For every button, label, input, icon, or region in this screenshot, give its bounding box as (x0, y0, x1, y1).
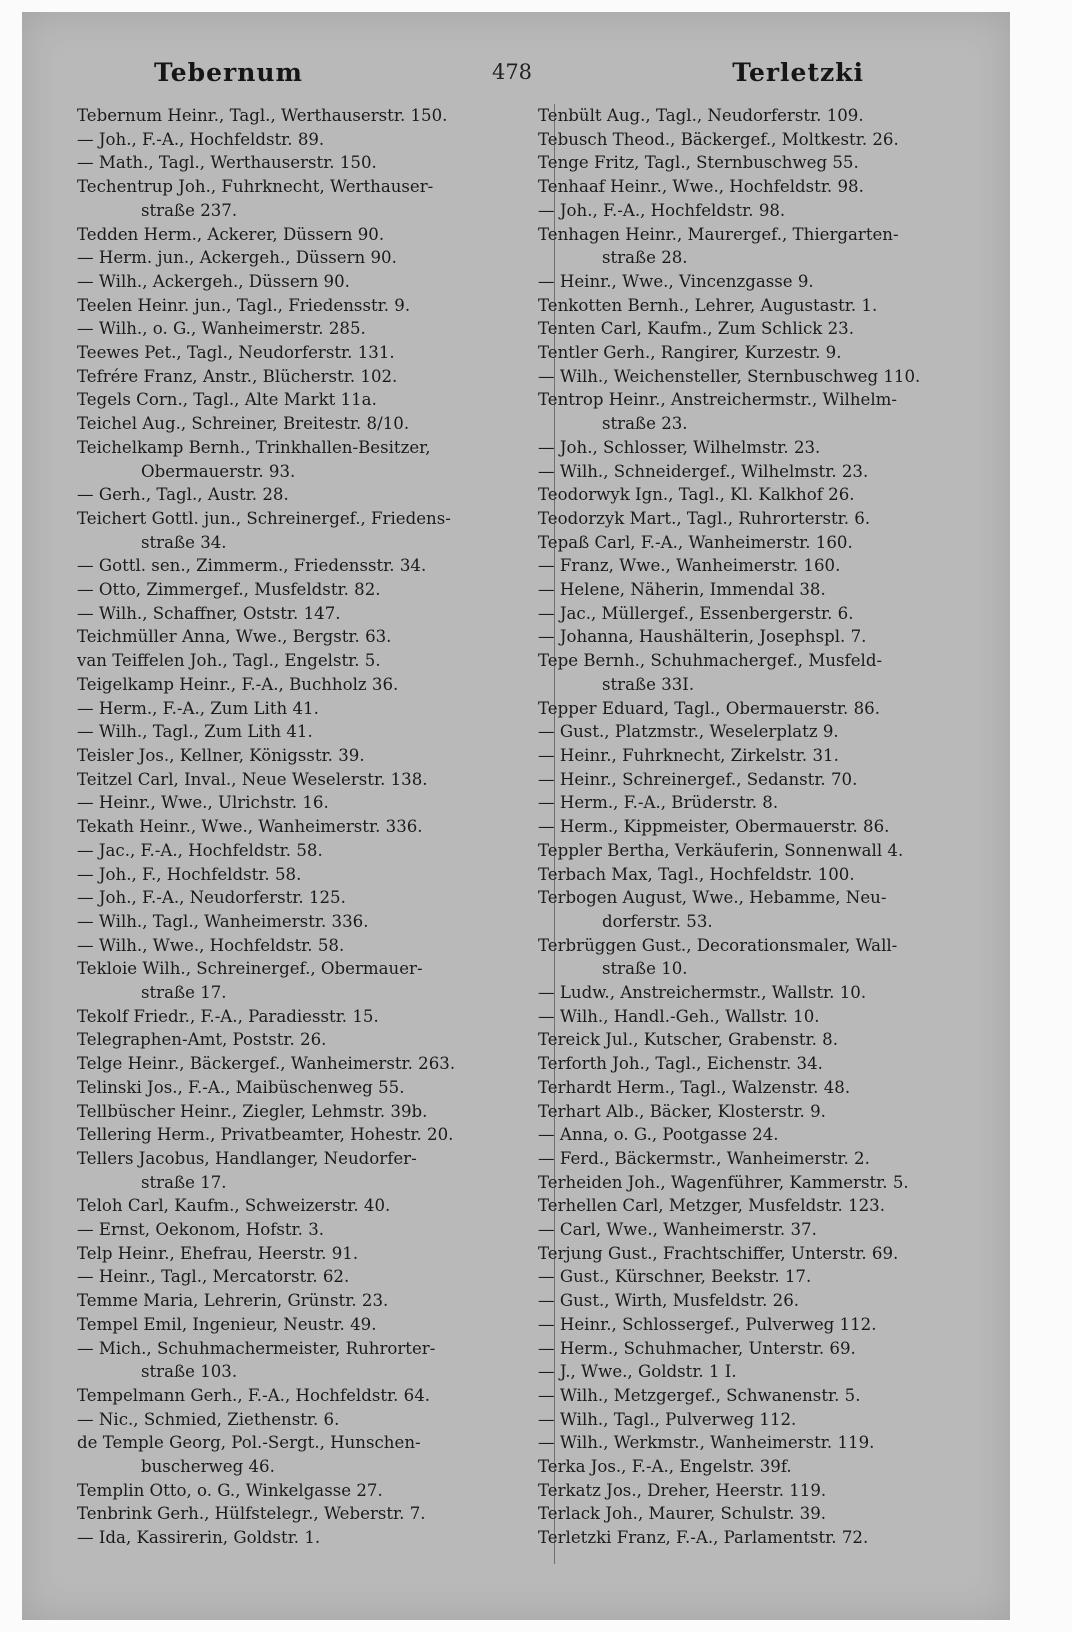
directory-entry: Tenten Carl, Kaufm., Zum Schlick 23. (538, 319, 854, 339)
directory-entry: Teitzel Carl, Inval., Neue Weselerstr. 138. (77, 769, 428, 789)
directory-entry: Teodorwyk Ign., Tagl., Kl. Kalkhof 26. (538, 485, 855, 505)
directory-entry: Teisler Jos., Kellner, Königsstr. 39. (77, 745, 365, 765)
directory-entry: Tegels Corn., Tagl., Alte Markt 11a. (77, 390, 377, 410)
directory-entry: van Teiffelen Joh., Tagl., Engelstr. 5. (77, 651, 381, 671)
directory-entry: Terhart Alb., Bäcker, Klosterstr. 9. (538, 1101, 826, 1121)
directory-entry: Tepe Bernh., Schuhmachergef., Musfeld- (538, 651, 883, 671)
directory-entry: Terka Jos., F.-A., Engelstr. 39f. (538, 1457, 792, 1477)
directory-entry: Terforth Joh., Tagl., Eichenstr. 34. (538, 1054, 823, 1074)
directory-entry: — Wilh., Tagl., Pulverweg 112. (538, 1409, 797, 1429)
directory-entry: — Ernst, Oekonom, Hofstr. 3. (77, 1220, 325, 1240)
directory-entry: — Joh., F.-A., Hochfeldstr. 98. (538, 200, 786, 220)
directory-entry: Telegraphen-Amt, Poststr. 26. (77, 1030, 327, 1050)
directory-entry: — Wilh., Tagl., Zum Lith 41. (77, 722, 313, 742)
entry-continuation: straße 237. (141, 200, 238, 220)
directory-entry: — Anna, o. G., Pootgasse 24. (538, 1125, 779, 1145)
directory-entry: Tekath Heinr., Wwe., Wanheimerstr. 336. (77, 817, 423, 837)
directory-entry: Tentrop Heinr., Anstreichermstr., Wilhelm- (538, 390, 898, 410)
directory-entry: Tellbüscher Heinr., Ziegler, Lehmstr. 39b. (77, 1101, 428, 1121)
directory-entry: Tempel Emil, Ingenieur, Neustr. 49. (77, 1314, 377, 1334)
directory-entry: Tenbrink Gerh., Hülfstelegr., Weberstr. 7. (77, 1504, 426, 1524)
directory-entry: Tellering Herm., Privatbeamter, Hohestr. 20. (77, 1125, 454, 1145)
directory-entry: — J., Wwe., Goldstr. 1 I. (538, 1362, 737, 1382)
directory-entry: Terbogen August, Wwe., Hebamme, Neu- (538, 888, 887, 908)
directory-entry: — Ludw., Anstreichermstr., Wallstr. 10. (538, 983, 867, 1003)
directory-entry: Terhellen Carl, Metzger, Musfeldstr. 123. (538, 1196, 886, 1216)
entry-continuation: buscherweg 46. (141, 1457, 275, 1477)
directory-entry: — Ida, Kassirerin, Goldstr. 1. (77, 1528, 321, 1548)
directory-entry: — Herm., F.-A., Brüderstr. 8. (538, 793, 779, 813)
entry-continuation: straße 33I. (602, 674, 695, 694)
right-column (538, 104, 970, 1550)
directory-entry: — Carl, Wwe., Wanheimerstr. 37. (538, 1220, 817, 1240)
directory-entry: Tentler Gerh., Rangirer, Kurzestr. 9. (538, 343, 842, 363)
directory-entry: Techentrup Joh., Fuhrknecht, Werthauser- (77, 177, 434, 197)
header-right-word: Terletzki (732, 58, 864, 87)
directory-entry: — Gust., Wirth, Musfeldstr. 26. (538, 1291, 800, 1311)
directory-entry: — Franz, Wwe., Wanheimerstr. 160. (538, 556, 841, 576)
directory-entry: Tenhaaf Heinr., Wwe., Hochfeldstr. 98. (538, 177, 864, 197)
directory-entry: Tebernum Heinr., Tagl., Werthauserstr. 150. (77, 106, 448, 125)
directory-entry: Teloh Carl, Kaufm., Schweizerstr. 40. (77, 1196, 391, 1216)
directory-entry: — Wilh., o. G., Wanheimerstr. 285. (77, 319, 366, 339)
directory-entry: — Herm., Kippmeister, Obermauerstr. 86. (538, 817, 890, 837)
directory-entry: Tenkotten Bernh., Lehrer, Augustastr. 1. (538, 295, 878, 315)
directory-entry: — Wilh., Ackergeh., Düssern 90. (77, 271, 350, 291)
directory-entry: Teichert Gottl. jun., Schreinergef., Friedens- (77, 508, 451, 528)
directory-entry: Telinski Jos., F.-A., Maibüschenweg 55. (77, 1077, 405, 1097)
directory-entry: Tekloie Wilh., Schreinergef., Obermauer- (77, 959, 423, 979)
directory-entry: Tepper Eduard, Tagl., Obermauerstr. 86. (538, 698, 880, 718)
directory-entry: — Jac., Müllergef., Essenbergerstr. 6. (538, 603, 854, 623)
directory-entry: Tereick Jul., Kutscher, Grabenstr. 8. (538, 1030, 838, 1050)
directory-entry: Terheiden Joh., Wagenführer, Kammerstr. 5. (538, 1172, 909, 1192)
directory-entry: Tedden Herm., Ackerer, Düssern 90. (77, 224, 385, 244)
entry-continuation: dorferstr. 53. (602, 911, 713, 931)
directory-entry: Terletzki Franz, F.-A., Parlamentstr. 72. (538, 1528, 869, 1548)
directory-entry: — Nic., Schmied, Ziethenstr. 6. (77, 1409, 340, 1429)
directory-entry: Tekolf Friedr., F.-A., Paradiesstr. 15. (77, 1006, 379, 1026)
directory-entry: Tefrére Franz, Anstr., Blücherstr. 102. (77, 366, 398, 386)
directory-entry: — Herm. jun., Ackergeh., Düssern 90. (77, 248, 397, 268)
directory-entry: — Gerh., Tagl., Austr. 28. (77, 485, 289, 505)
directory-page (22, 12, 1010, 1620)
directory-entry: Teichel Aug., Schreiner, Breitestr. 8/10. (77, 414, 410, 434)
directory-entry: — Wilh., Metzgergef., Schwanenstr. 5. (538, 1385, 861, 1405)
entry-continuation: straße 34. (141, 532, 227, 552)
directory-entry: Teelen Heinr. jun., Tagl., Friedensstr. 9. (77, 295, 411, 315)
directory-entry: Tellers Jacobus, Handlanger, Neudorfer- (77, 1148, 417, 1168)
directory-entry: Tenbült Aug., Tagl., Neudorferstr. 109. (538, 106, 864, 125)
directory-entry: — Wilh., Weichensteller, Sternbuschweg 110. (538, 366, 921, 386)
directory-entry: — Gust., Kürschner, Beekstr. 17. (538, 1267, 812, 1287)
directory-entry: — Herm., F.-A., Zum Lith 41. (77, 698, 319, 718)
directory-entry: — Wilh., Schaffner, Oststr. 147. (77, 603, 341, 623)
directory-entry: — Herm., Schuhmacher, Unterstr. 69. (538, 1338, 856, 1358)
directory-entry: — Helene, Näherin, Immendal 38. (538, 580, 826, 600)
directory-entry: — Wilh., Schneidergef., Wilhelmstr. 23. (538, 461, 869, 481)
directory-entry: Terbach Max, Tagl., Hochfeldstr. 100. (538, 864, 855, 884)
header-left-word: Tebernum (154, 58, 304, 87)
directory-entry: — Johanna, Haushälterin, Josephspl. 7. (538, 627, 867, 647)
directory-entry: — Joh., F., Hochfeldstr. 58. (77, 864, 302, 884)
directory-entry: Templin Otto, o. G., Winkelgasse 27. (77, 1480, 383, 1500)
directory-entry: — Wilh., Tagl., Wanheimerstr. 336. (77, 911, 369, 931)
entry-continuation: straße 103. (141, 1362, 238, 1382)
entry-continuation: straße 23. (602, 414, 688, 434)
directory-entry: Teigelkamp Heinr., F.-A., Buchholz 36. (77, 674, 399, 694)
directory-entry: Tenhagen Heinr., Maurergef., Thiergarten- (538, 224, 899, 244)
directory-entry: — Mich., Schuhmachermeister, Ruhrorter- (77, 1338, 436, 1358)
directory-entry: — Math., Tagl., Werthauserstr. 150. (77, 153, 377, 173)
directory-entry: — Jac., F.-A., Hochfeldstr. 58. (77, 840, 323, 860)
directory-entry: Teichelkamp Bernh., Trinkhallen-Besitzer, (77, 437, 431, 457)
entry-continuation: straße 17. (141, 1172, 227, 1192)
directory-entry: — Gottl. sen., Zimmerm., Friedensstr. 34. (77, 556, 427, 576)
directory-entry: Temme Maria, Lehrerin, Grünstr. 23. (77, 1291, 389, 1311)
entry-continuation: straße 28. (602, 248, 688, 268)
directory-entry: — Heinr., Schlossergef., Pulverweg 112. (538, 1314, 877, 1334)
directory-entry: — Joh., F.-A., Neudorferstr. 125. (77, 888, 346, 908)
directory-entry: — Gust., Platzmstr., Weselerplatz 9. (538, 722, 839, 742)
entry-continuation: straße 17. (141, 983, 227, 1003)
directory-entry: Terbrüggen Gust., Decorationsmaler, Wall- (538, 935, 898, 955)
entry-continuation: straße 10. (602, 959, 688, 979)
directory-entry: Terhardt Herm., Tagl., Walzenstr. 48. (538, 1077, 851, 1097)
directory-entry: — Otto, Zimmergef., Musfeldstr. 82. (77, 580, 381, 600)
directory-entry: — Ferd., Bäckermstr., Wanheimerstr. 2. (538, 1148, 870, 1168)
directory-entry: Teodorzyk Mart., Tagl., Ruhrorterstr. 6. (538, 508, 871, 528)
directory-entry: — Heinr., Tagl., Mercatorstr. 62. (77, 1267, 350, 1287)
directory-entry: de Temple Georg, Pol.-Sergt., Hunschen- (77, 1433, 421, 1453)
directory-entry: — Wilh., Wwe., Hochfeldstr. 58. (77, 935, 345, 955)
page-number: 478 (491, 60, 533, 84)
directory-entry: — Heinr., Schreinergef., Sedanstr. 70. (538, 769, 858, 789)
directory-entry: Tempelmann Gerh., F.-A., Hochfeldstr. 64. (77, 1385, 431, 1405)
directory-entry: Telge Heinr., Bäckergef., Wanheimerstr. 263. (77, 1054, 456, 1074)
directory-entry: — Heinr., Wwe., Vincenzgasse 9. (538, 271, 814, 291)
directory-entry: Terkatz Jos., Dreher, Heerstr. 119. (538, 1480, 827, 1500)
directory-entry: Teichmüller Anna, Wwe., Bergstr. 63. (77, 627, 392, 647)
left-column (77, 104, 509, 1550)
directory-entry: — Wilh., Werkmstr., Wanheimerstr. 119. (538, 1433, 875, 1453)
directory-entry: — Joh., Schlosser, Wilhelmstr. 23. (538, 437, 821, 457)
directory-entry: — Heinr., Fuhrknecht, Zirkelstr. 31. (538, 745, 839, 765)
directory-entry: Teewes Pet., Tagl., Neudorferstr. 131. (77, 343, 395, 363)
directory-entry: Tebusch Theod., Bäckergef., Moltkestr. 26. (538, 129, 899, 149)
page-header (72, 50, 952, 100)
entry-continuation: Obermauerstr. 93. (141, 461, 296, 481)
directory-entry: Tepaß Carl, F.-A., Wanheimerstr. 160. (538, 532, 853, 552)
directory-entry: Tenge Fritz, Tagl., Sternbuschweg 55. (538, 153, 859, 173)
directory-entry: — Joh., F.-A., Hochfeldstr. 89. (77, 129, 325, 149)
directory-entry: Telp Heinr., Ehefrau, Heerstr. 91. (77, 1243, 359, 1263)
directory-entry: Terlack Joh., Maurer, Schulstr. 39. (538, 1504, 827, 1524)
directory-entry: Teppler Bertha, Verkäuferin, Sonnenwall 4. (538, 840, 904, 860)
directory-entry: Terjung Gust., Frachtschiffer, Unterstr. 69. (538, 1243, 899, 1263)
directory-entry: — Heinr., Wwe., Ulrichstr. 16. (77, 793, 329, 813)
directory-entry: — Wilh., Handl.-Geh., Wallstr. 10. (538, 1006, 820, 1026)
